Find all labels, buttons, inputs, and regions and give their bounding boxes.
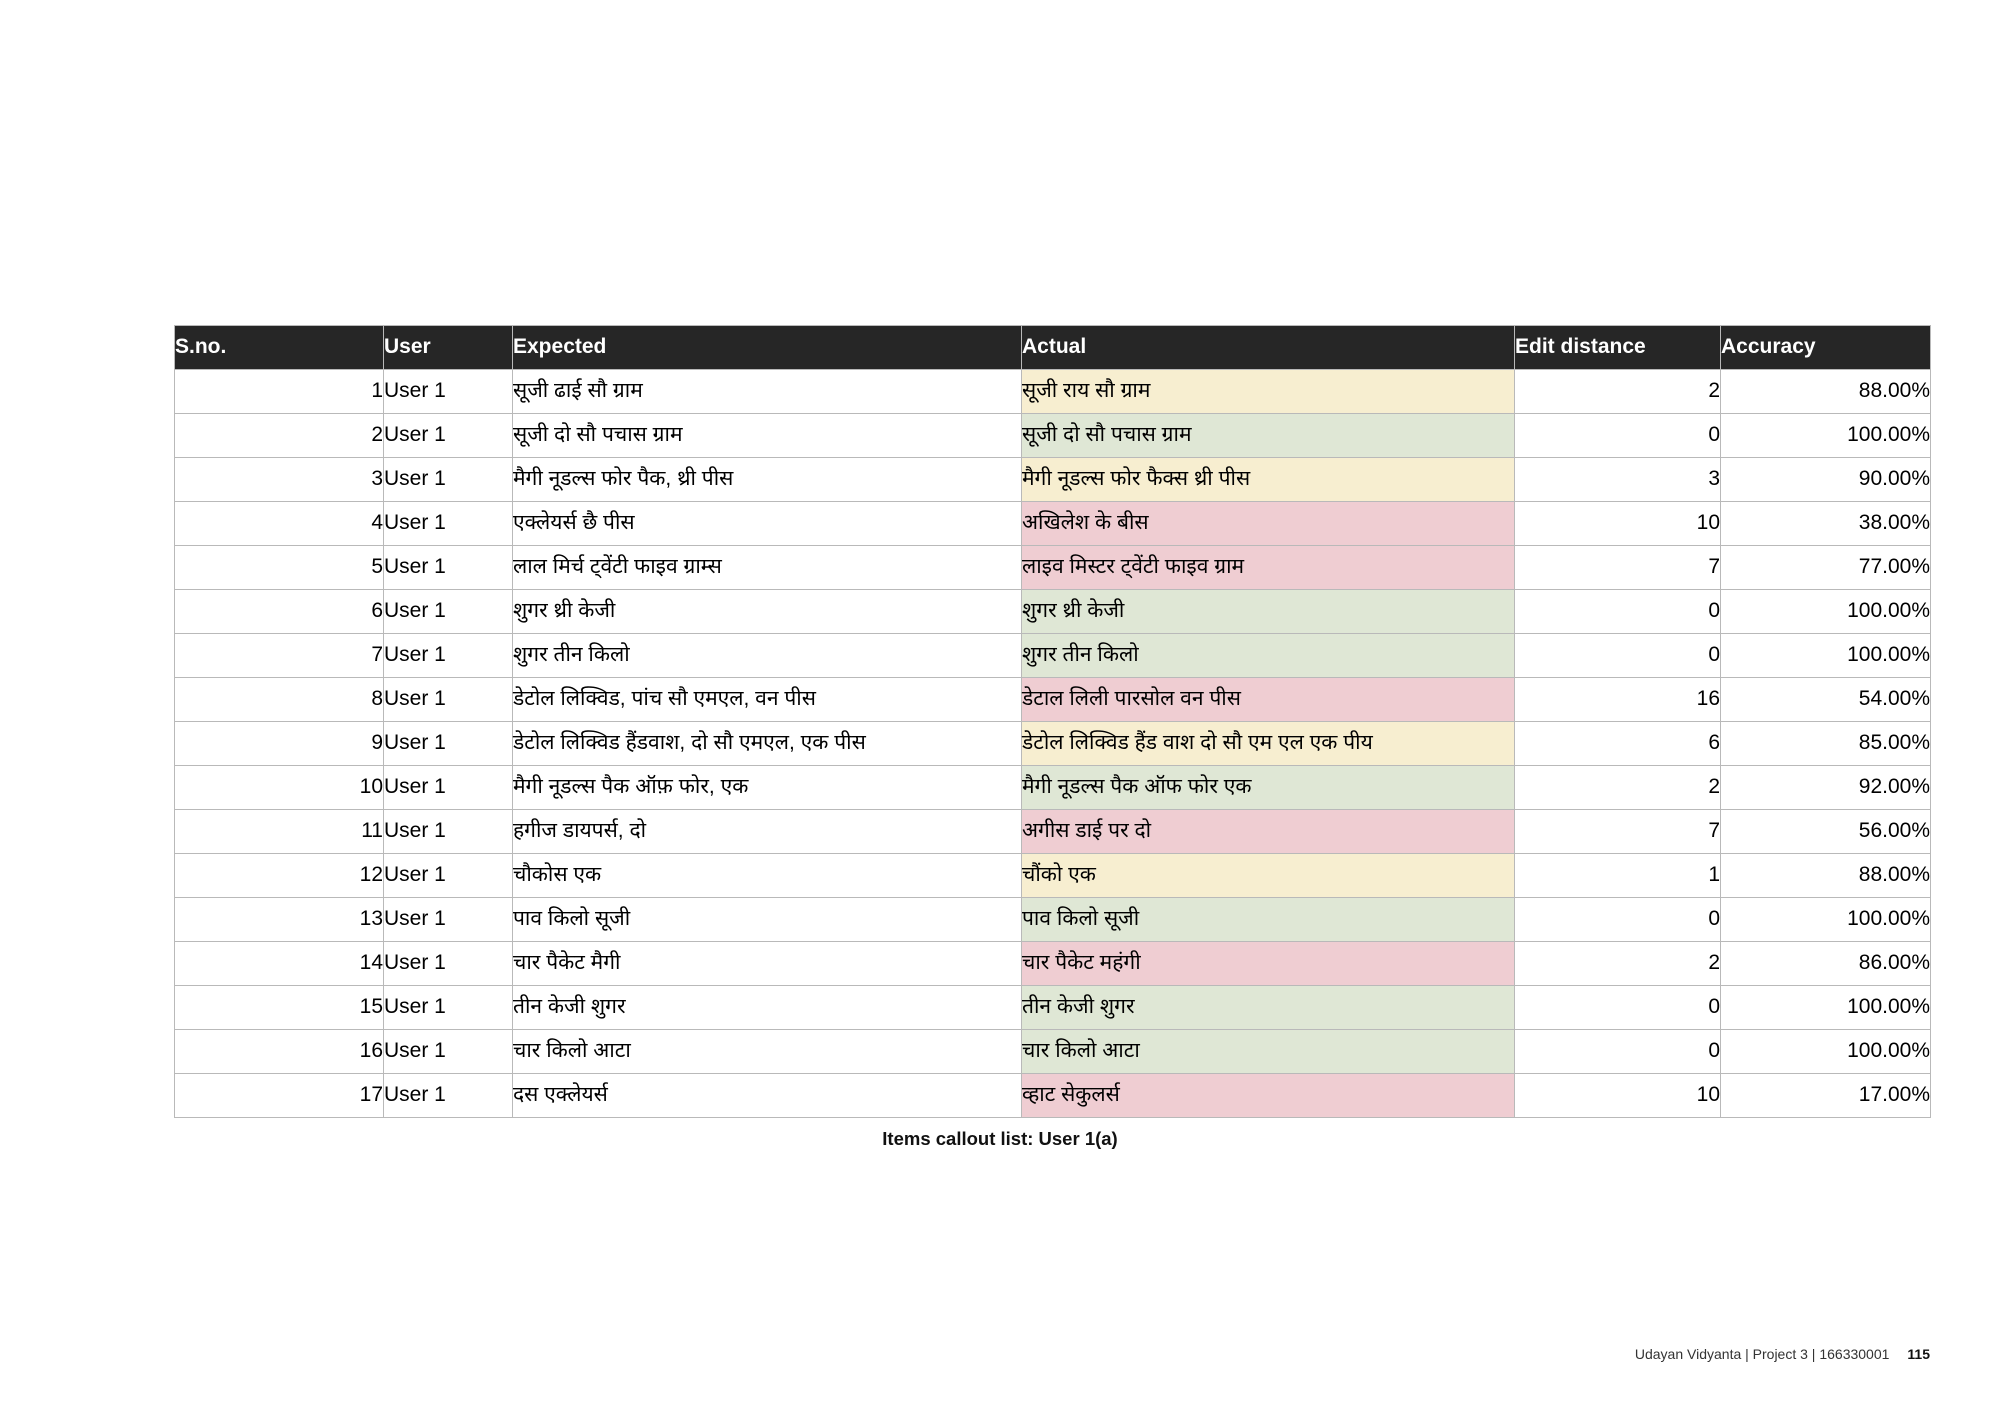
table-row: [175, 370, 1931, 414]
cell-user: User 1: [384, 810, 513, 854]
table-row: [175, 1030, 1931, 1074]
table-row: [175, 502, 1931, 546]
cell-edit-distance: 1: [1515, 854, 1721, 898]
cell-expected-text: डेटोल लिक्विड हैंडवाश, दो सौ एमएल, एक पीस: [513, 722, 1022, 766]
cell-edit-distance: 3: [1515, 458, 1721, 502]
table-row: [175, 546, 1931, 590]
cell-accuracy: 100.00%: [1721, 590, 1931, 634]
table-row: [175, 766, 1931, 810]
cell-accuracy: 92.00%: [1721, 766, 1931, 810]
cell-edit-distance: 2: [1515, 370, 1721, 414]
cell-user: User 1: [384, 502, 513, 546]
cell-user: User 1: [384, 634, 513, 678]
cell-expected-text: सूजी दो सौ पचास ग्राम: [513, 414, 1022, 458]
cell-edit-distance: 7: [1515, 546, 1721, 590]
column-header-sno: S.no.: [175, 326, 384, 370]
cell-accuracy: 38.00%: [1721, 502, 1931, 546]
cell-sno: 4: [175, 502, 384, 546]
cell-edit-distance: 6: [1515, 722, 1721, 766]
cell-actual-text: लाइव मिस्टर ट्वेंटी फाइव ग्राम: [1022, 546, 1515, 590]
page-footer: [1635, 1346, 1930, 1362]
cell-expected-text: हगीज डायपर्स, दो: [513, 810, 1022, 854]
cell-expected-text: पाव किलो सूजी: [513, 898, 1022, 942]
cell-accuracy: 100.00%: [1721, 898, 1931, 942]
table-row: [175, 590, 1931, 634]
cell-user: User 1: [384, 1030, 513, 1074]
table-body: [175, 370, 1931, 1118]
cell-edit-distance: 0: [1515, 590, 1721, 634]
cell-actual-text: मैगी नूडल्स पैक ऑफ फोर एक: [1022, 766, 1515, 810]
cell-user: User 1: [384, 414, 513, 458]
cell-accuracy: 88.00%: [1721, 370, 1931, 414]
cell-actual-text: शुगर तीन किलो: [1022, 634, 1515, 678]
cell-user: User 1: [384, 898, 513, 942]
cell-user: User 1: [384, 766, 513, 810]
cell-sno: 6: [175, 590, 384, 634]
cell-accuracy: 100.00%: [1721, 986, 1931, 1030]
cell-expected-text: डेटोल लिक्विड, पांच सौ एमएल, वन पीस: [513, 678, 1022, 722]
cell-sno: 7: [175, 634, 384, 678]
table-row: [175, 722, 1931, 766]
cell-sno: 11: [175, 810, 384, 854]
table-row: [175, 1074, 1931, 1118]
cell-edit-distance: 0: [1515, 986, 1721, 1030]
cell-actual-text: तीन केजी शुगर: [1022, 986, 1515, 1030]
cell-actual-text: सूजी दो सौ पचास ग्राम: [1022, 414, 1515, 458]
cell-accuracy: 88.00%: [1721, 854, 1931, 898]
column-header-edit-distance: Edit distance: [1515, 326, 1721, 370]
cell-accuracy: 77.00%: [1721, 546, 1931, 590]
cell-user: User 1: [384, 546, 513, 590]
cell-expected-text: शुगर तीन किलो: [513, 634, 1022, 678]
cell-user: User 1: [384, 370, 513, 414]
results-table: [174, 325, 1931, 1118]
cell-expected-text: दस एक्लेयर्स: [513, 1074, 1022, 1118]
table-caption: Items callout list: User 1(a): [882, 1128, 1118, 1149]
cell-user: User 1: [384, 722, 513, 766]
cell-sno: 10: [175, 766, 384, 810]
results-table-container: [174, 325, 1930, 1118]
cell-accuracy: 56.00%: [1721, 810, 1931, 854]
cell-actual-text: व्हाट सेकुलर्स: [1022, 1074, 1515, 1118]
cell-actual-text: डेटाल लिली पारसोल वन पीस: [1022, 678, 1515, 722]
cell-edit-distance: 0: [1515, 414, 1721, 458]
cell-actual-text: पाव किलो सूजी: [1022, 898, 1515, 942]
table-row: [175, 854, 1931, 898]
cell-sno: 12: [175, 854, 384, 898]
table-row: [175, 678, 1931, 722]
cell-accuracy: 54.00%: [1721, 678, 1931, 722]
cell-actual-text: अगीस डाई पर दो: [1022, 810, 1515, 854]
cell-sno: 13: [175, 898, 384, 942]
page-number: 115: [1907, 1346, 1930, 1362]
cell-expected-text: चार किलो आटा: [513, 1030, 1022, 1074]
cell-actual-text: चार किलो आटा: [1022, 1030, 1515, 1074]
cell-actual-text: अखिलेश के बीस: [1022, 502, 1515, 546]
column-header-actual: Actual: [1022, 326, 1515, 370]
table-row: [175, 634, 1931, 678]
cell-expected-text: चौकोस एक: [513, 854, 1022, 898]
cell-user: User 1: [384, 458, 513, 502]
table-header: [175, 326, 1931, 370]
cell-edit-distance: 16: [1515, 678, 1721, 722]
cell-expected-text: सूजी ढाई सौ ग्राम: [513, 370, 1022, 414]
cell-user: User 1: [384, 854, 513, 898]
table-row: [175, 898, 1931, 942]
cell-accuracy: 17.00%: [1721, 1074, 1931, 1118]
cell-actual-text: चार पैकेट महंगी: [1022, 942, 1515, 986]
column-header-accuracy: Accuracy: [1721, 326, 1931, 370]
cell-edit-distance: 0: [1515, 1030, 1721, 1074]
column-header-expected: Expected: [513, 326, 1022, 370]
cell-expected-text: चार पैकेट मैगी: [513, 942, 1022, 986]
cell-sno: 17: [175, 1074, 384, 1118]
cell-accuracy: 100.00%: [1721, 414, 1931, 458]
table-row: [175, 414, 1931, 458]
cell-edit-distance: 10: [1515, 502, 1721, 546]
cell-user: User 1: [384, 1074, 513, 1118]
cell-sno: 5: [175, 546, 384, 590]
cell-accuracy: 100.00%: [1721, 634, 1931, 678]
cell-accuracy: 100.00%: [1721, 1030, 1931, 1074]
cell-edit-distance: 7: [1515, 810, 1721, 854]
cell-expected-text: मैगी नूडल्स पैक ऑफ़ फोर, एक: [513, 766, 1022, 810]
table-row: [175, 458, 1931, 502]
cell-accuracy: 90.00%: [1721, 458, 1931, 502]
cell-edit-distance: 0: [1515, 634, 1721, 678]
cell-actual-text: चौंको एक: [1022, 854, 1515, 898]
cell-user: User 1: [384, 942, 513, 986]
cell-sno: 2: [175, 414, 384, 458]
cell-accuracy: 86.00%: [1721, 942, 1931, 986]
table-row: [175, 986, 1931, 1030]
cell-expected-text: शुगर थ्री केजी: [513, 590, 1022, 634]
cell-actual-text: डेटोल लिक्विड हैंड वाश दो सौ एम एल एक पीय: [1022, 722, 1515, 766]
cell-user: User 1: [384, 678, 513, 722]
cell-sno: 3: [175, 458, 384, 502]
table-row: [175, 942, 1931, 986]
cell-actual-text: शुगर थ्री केजी: [1022, 590, 1515, 634]
cell-edit-distance: 2: [1515, 766, 1721, 810]
cell-sno: 1: [175, 370, 384, 414]
cell-edit-distance: 10: [1515, 1074, 1721, 1118]
cell-sno: 16: [175, 1030, 384, 1074]
table-header-row: [175, 326, 1931, 370]
cell-sno: 14: [175, 942, 384, 986]
cell-sno: 9: [175, 722, 384, 766]
column-header-user: User: [384, 326, 513, 370]
cell-edit-distance: 0: [1515, 898, 1721, 942]
footer-text: Udayan Vidyanta | Project 3 | 166330001: [1634, 1346, 1890, 1362]
cell-expected-text: लाल मिर्च ट्वेंटी फाइव ग्राम्स: [513, 546, 1022, 590]
cell-sno: 15: [175, 986, 384, 1030]
cell-sno: 8: [175, 678, 384, 722]
cell-accuracy: 85.00%: [1721, 722, 1931, 766]
cell-expected-text: तीन केजी शुगर: [513, 986, 1022, 1030]
table-row: [175, 810, 1931, 854]
cell-user: User 1: [384, 590, 513, 634]
cell-user: User 1: [384, 986, 513, 1030]
cell-expected-text: एक्लेयर्स छै पीस: [513, 502, 1022, 546]
cell-edit-distance: 2: [1515, 942, 1721, 986]
cell-expected-text: मैगी नूडल्स फोर पैक, थ्री पीस: [513, 458, 1022, 502]
cell-actual-text: सूजी राय सौ ग्राम: [1022, 370, 1515, 414]
cell-actual-text: मैगी नूडल्स फोर फैक्स थ्री पीस: [1022, 458, 1515, 502]
